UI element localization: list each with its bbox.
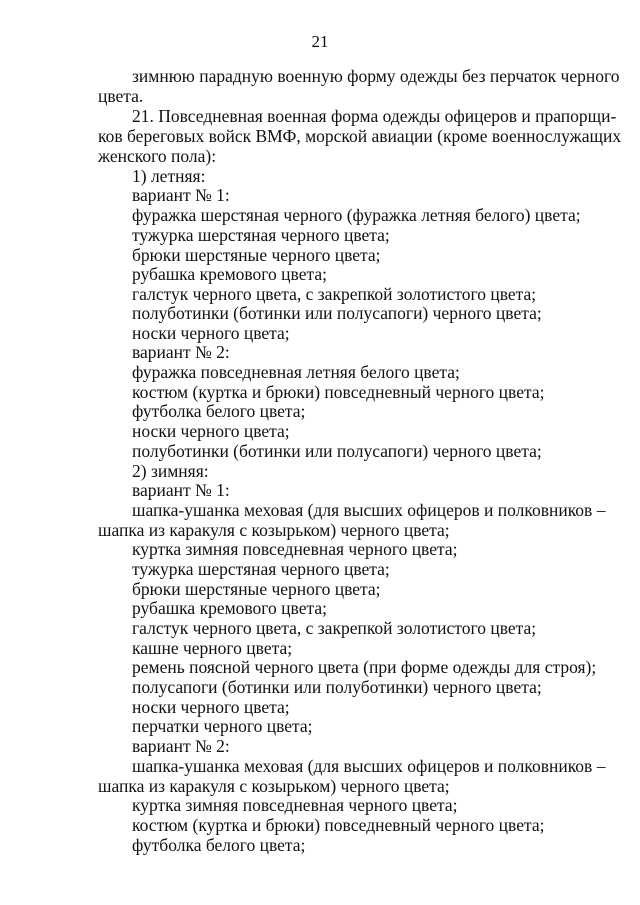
text-line: носки черного цвета;: [132, 697, 290, 717]
text-line: кашне черного цвета;: [132, 638, 293, 658]
text-line: 1) летняя:: [132, 166, 206, 186]
text-line: 21. Повседневная военная форма одежды офицеров и прапорщи-: [132, 106, 617, 126]
text-line: цвета.: [98, 86, 144, 106]
text-line: куртка зимняя повседневная черного цвета;: [132, 795, 458, 815]
text-line: вариант № 1:: [132, 185, 230, 205]
text-line: шапка из каракуля с козырьком) черного цвета;: [98, 776, 450, 796]
text-line: куртка зимняя повседневная черного цвета;: [132, 539, 458, 559]
text-line: тужурка шерстяная черного цвета;: [132, 559, 390, 579]
text-line: полуботинки (ботинки или полусапоги) черного цвета;: [132, 441, 542, 461]
text-line: галстук черного цвета, с закрепкой золотистого цвета;: [132, 284, 537, 304]
text-line: шапка из каракуля с козырьком) черного цвета;: [98, 520, 450, 540]
page-number: 21: [311, 32, 329, 51]
text-line: галстук черного цвета, с закрепкой золотистого цвета;: [132, 618, 537, 638]
text-line: брюки шерстяные черного цвета;: [132, 245, 381, 265]
text-line: рубашка кремового цвета;: [132, 598, 327, 618]
text-line: женского пола):: [98, 146, 217, 166]
text-line: полусапоги (ботинки или полуботинки) черного цвета;: [132, 677, 542, 697]
text-line: футболка белого цвета;: [132, 401, 306, 421]
text-line: футболка белого цвета;: [132, 835, 306, 855]
text-line: брюки шерстяные черного цвета;: [132, 579, 381, 599]
text-line: носки черного цвета;: [132, 421, 290, 441]
text-line: вариант № 1:: [132, 480, 230, 500]
text-line: зимнюю парадную военную форму одежды без перчаток черного: [132, 66, 620, 86]
text-line: вариант № 2:: [132, 736, 230, 756]
text-line: рубашка кремового цвета;: [132, 264, 327, 284]
text-line: ремень поясной черного цвета (при форме одежды для строя);: [132, 657, 597, 677]
text-line: ков береговых войск ВМФ, морской авиации (кроме военнослужащих: [98, 126, 622, 146]
text-line: костюм (куртка и брюки) повседневный черного цвета;: [132, 382, 545, 402]
text-line: полуботинки (ботинки или полусапоги) черного цвета;: [132, 303, 542, 323]
text-line: тужурка шерстяная черного цвета;: [132, 225, 390, 245]
text-line: шапка-ушанка меховая (для высших офицеров и полковников –: [132, 500, 606, 520]
text-line: костюм (куртка и брюки) повседневный черного цвета;: [132, 815, 545, 835]
text-line: фуражка повседневная летняя белого цвета;: [132, 362, 460, 382]
text-line: перчатки черного цвета;: [132, 716, 313, 736]
text-line: носки черного цвета;: [132, 323, 290, 343]
text-line: шапка-ушанка меховая (для высших офицеров и полковников –: [132, 756, 606, 776]
text-line: фуражка шерстяная черного (фуражка летняя белого) цвета;: [132, 205, 581, 225]
text-line: 2) зимняя:: [132, 461, 209, 481]
text-line: вариант № 2:: [132, 342, 230, 362]
